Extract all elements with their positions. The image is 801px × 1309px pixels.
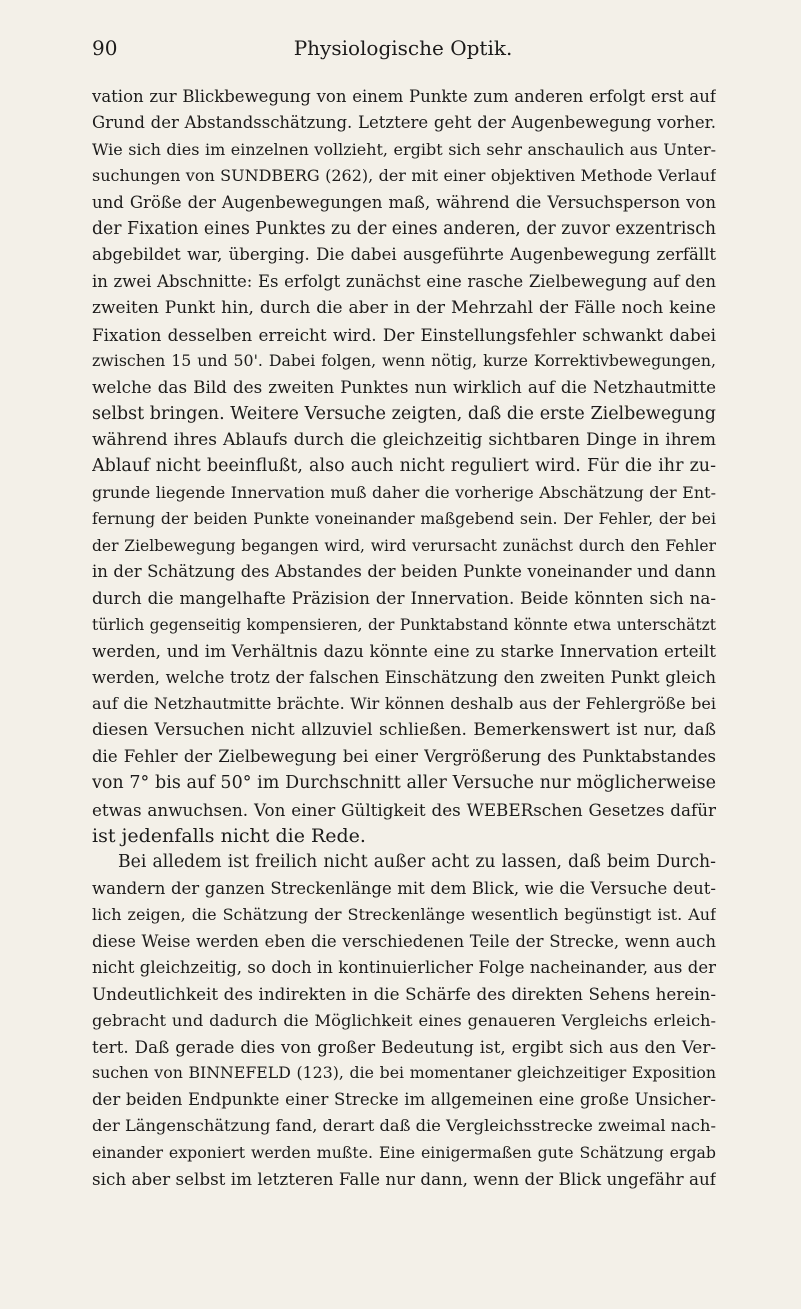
text-line: der beiden Endpunkte einer Strecke im allgemeinen eine große Unsicher- — [92, 1089, 716, 1109]
text-line: der Fixation eines Punktes zu der eines anderen, der zuvor exzentrisch — [92, 218, 716, 239]
text-line: werden, und im Verhältnis dazu könnte eine zu starke Innervation erteilt — [92, 641, 716, 662]
text-line: von 7° bis auf 50° im Durchschnitt aller Versuche nur möglicherweise — [92, 773, 716, 794]
text-line-paragraph-start: Bei alledem ist freilich nicht außer acht zu lassen, daß beim Durch- — [118, 852, 716, 873]
page-number: 90 — [92, 36, 118, 60]
text-line: wandern der ganzen Streckenlänge mit dem Blick, wie die Versuche deut- — [92, 878, 716, 898]
body-text — [92, 84, 716, 1192]
text-line: tert. Daß gerade dies von großer Bedeutung ist, ergibt sich aus den Ver- — [92, 1037, 716, 1058]
text-line: einander exponiert werden mußte. Eine einigermaßen gute Schätzung ergab — [92, 1142, 716, 1162]
text-line: Grund der Abstandsschätzung. Letztere geht der Augenbewegung vorher. — [92, 113, 716, 133]
running-title: Physiologische Optik. — [293, 36, 513, 60]
text-line: und Größe der Augenbewegungen maß, während die Versuchsperson von — [92, 192, 716, 212]
page-header — [92, 36, 714, 66]
text-line: während ihres Ablaufs durch die gleichzeitig sichtbaren Dinge in ihrem — [92, 430, 716, 451]
text-line: sich aber selbst im letzteren Falle nur dann, wenn der Blick ungefähr auf — [92, 1169, 716, 1190]
text-line: Wie sich dies im einzelnen vollzieht, ergibt sich sehr anschaulich aus Unter- — [92, 139, 716, 159]
text-line: Undeutlichkeit des indirekten in die Schärfe des direkten Sehens herein- — [92, 984, 716, 1005]
text-line: grunde liegende Innervation muß daher die vorherige Abschätzung der Ent- — [92, 482, 716, 502]
text-line: nicht gleichzeitig, so doch in kontinuierlicher Folge nacheinander, aus der — [92, 957, 716, 977]
text-line: türlich gegenseitig kompensieren, der Punktabstand könnte etwa unterschätzt — [92, 615, 716, 634]
text-line: vation zur Blickbewegung von einem Punkte zum anderen erfolgt erst auf — [92, 87, 716, 106]
text-line: durch die mangelhafte Präzision der Innervation. Beide könnten sich na- — [92, 588, 716, 609]
text-line: abgebildet war, überging. Die dabei ausgeführte Augenbewegung zerfällt — [92, 245, 716, 265]
text-line: werden, welche trotz der falschen Einschätzung den zweiten Punkt gleich — [92, 667, 716, 687]
text-line-paragraph-end: ist jedenfalls nicht die Rede. — [92, 824, 366, 847]
text-line: auf die Netzhautmitte brächte. Wir können deshalb aus der Fehlergröße bei — [92, 693, 716, 713]
text-line: Fixation desselben erreicht wird. Der Einstellungsfehler schwankt dabei — [92, 324, 716, 345]
text-line: in zwei Abschnitte: Es erfolgt zunächst eine rasche Zielbewegung auf den — [92, 271, 716, 291]
text-line: der Zielbewegung begangen wird, wird verursacht zunächst durch den Fehler — [92, 536, 716, 555]
text-line: die Fehler der Zielbewegung bei einer Vergrößerung des Punktabstandes — [92, 746, 716, 766]
text-line: etwas anwuchsen. Von einer Gültigkeit des WEBERschen Gesetzes dafür — [92, 799, 716, 820]
text-line: fernung der beiden Punkte voneinander maßgebend sein. Der Fehler, der bei — [92, 509, 716, 529]
text-line: der Längenschätzung fand, derart daß die Vergleichsstrecke zweimal nach- — [92, 1116, 716, 1136]
text-line: suchungen von SUNDBERG (262), der mit einer objektiven Methode Verlauf — [92, 166, 716, 186]
text-line: diese Weise werden eben die verschiedenen Teile der Strecke, wenn auch — [92, 931, 716, 951]
text-line: zwischen 15 und 50'. Dabei folgen, wenn nötig, kurze Korrektivbewegungen, — [92, 350, 716, 370]
text-line: diesen Versuchen nicht allzuviel schließen. Bemerkenswert ist nur, daß — [92, 720, 716, 741]
text-line: gebracht und dadurch die Möglichkeit eines genaueren Vergleichs erleich- — [92, 1010, 716, 1030]
text-line: lich zeigen, die Schätzung der Streckenlänge wesentlich begünstigt ist. Auf — [92, 905, 716, 925]
text-line: zweiten Punkt hin, durch die aber in der Mehrzahl der Fälle noch keine — [92, 298, 716, 319]
text-line: in der Schätzung des Abstandes der beiden Punkte voneinander und dann — [92, 562, 716, 582]
text-line: suchen von BINNEFELD (123), die bei momentaner gleichzeitiger Exposition — [92, 1063, 716, 1083]
text-line: Ablauf nicht beeinflußt, also auch nicht reguliert wird. Für die ihr zu- — [92, 456, 716, 477]
text-line: welche das Bild des zweiten Punktes nun wirklich auf die Netzhautmitte — [92, 377, 716, 398]
text-line: selbst bringen. Weitere Versuche zeigten, daß die erste Zielbewegung — [92, 403, 716, 424]
